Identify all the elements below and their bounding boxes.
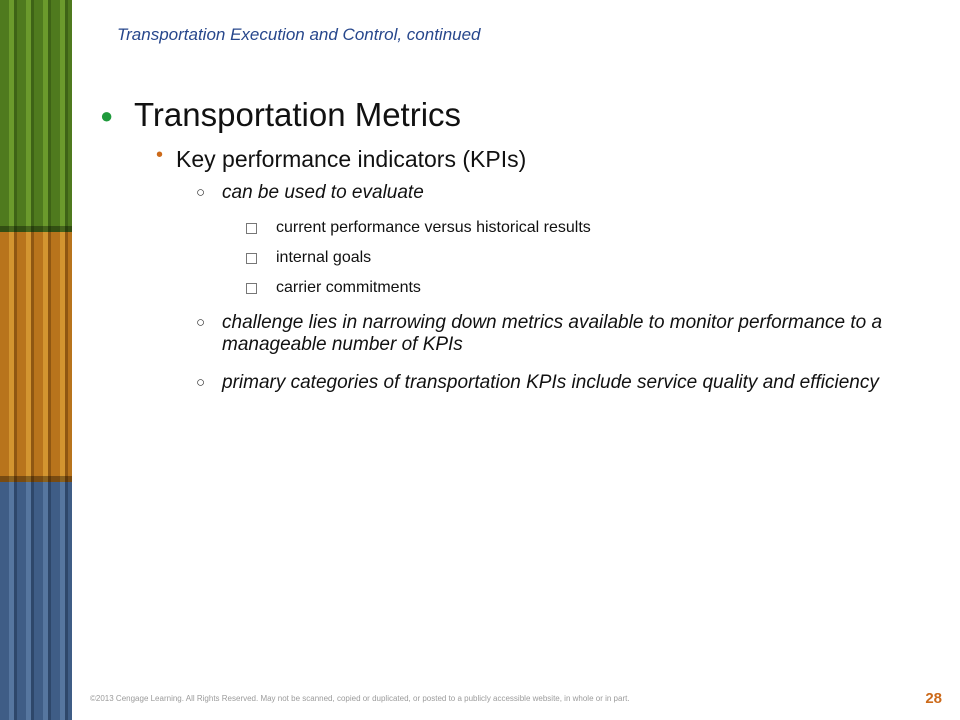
container-stack-image [0,0,72,720]
circle-bullet-icon: ○ [196,184,206,201]
square-bullet-icon [246,223,257,234]
slide-header: Transportation Execution and Control, continued [117,25,481,44]
blue-container-band [0,482,72,720]
subheading-text: Key performance indicators (KPIs) [176,146,527,172]
subpoint-text: carrier commitments [276,279,421,296]
circle-bullet-icon: ○ [196,314,206,331]
point-item [196,182,940,204]
point-item [196,372,940,394]
subpoint-text: current performance versus historical results [276,219,591,236]
point-text: challenge lies in narrowing down metrics available to monitor performance to a manageable number of KPIs [222,312,883,355]
subpoint-item [246,248,940,268]
orange-container-band [0,232,72,482]
slide-content [100,94,940,394]
heading-text: Transportation Metrics [134,96,462,133]
subpoint-text: internal goals [276,249,372,266]
orange-dot-bullet-icon: • [156,144,164,166]
square-bullet-icon [246,253,257,264]
point-text: can be used to evaluate [222,182,424,203]
circle-bullet-icon: ○ [196,374,206,391]
point-text: primary categories of transportation KPIs include service quality and efficiency [222,372,879,393]
subpoint-item [246,278,940,298]
green-container-band [0,0,72,232]
subheading [156,144,940,176]
main-heading [100,94,940,140]
green-dot-bullet-icon: ● [100,103,114,128]
copyright-notice: ©2013 Cengage Learning. All Rights Reserved. May not be scanned, copied or duplicated, or posted to a publicly accessible website, in whole or in part. [90,694,630,703]
point-item [196,312,940,356]
subpoint-item [246,218,940,238]
page-number: 28 [925,690,942,707]
square-bullet-icon [246,283,257,294]
